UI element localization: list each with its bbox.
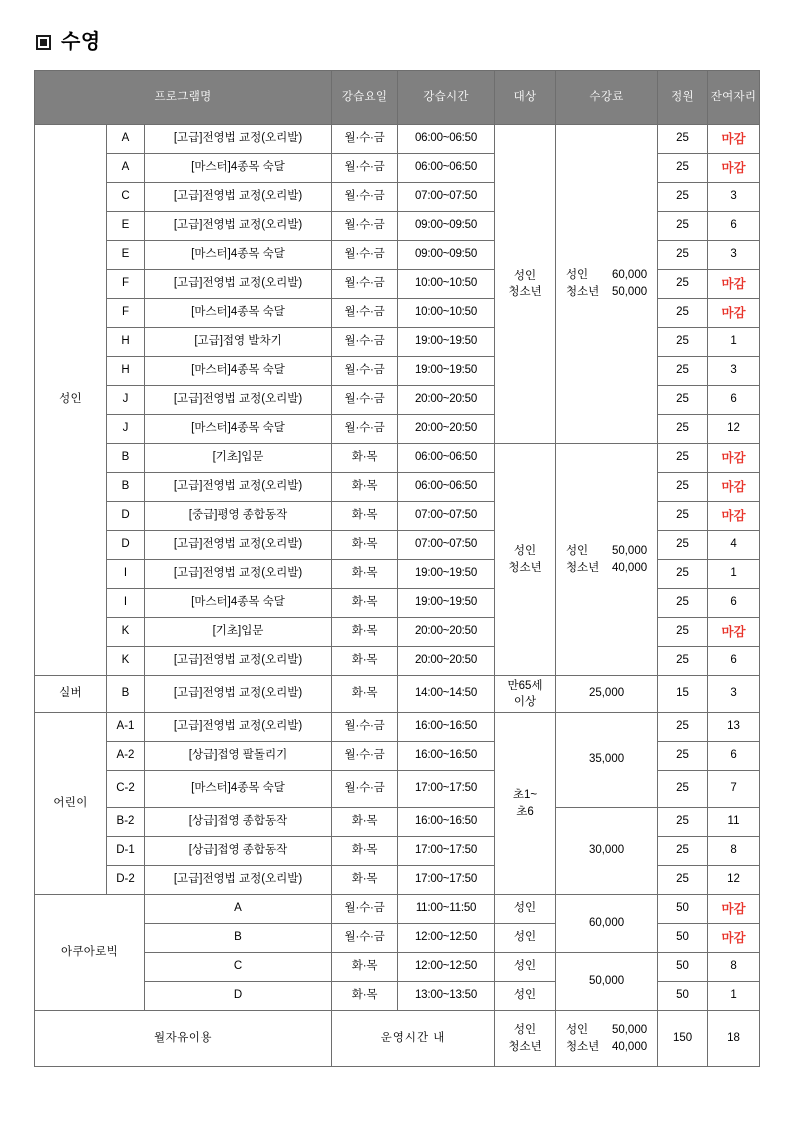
- column-header-fee: 수강료: [556, 71, 658, 125]
- program-name-cell: [고급]전영법 교정(오리발): [145, 560, 332, 589]
- class-day-cell: 화·목: [332, 618, 398, 647]
- text-line: 이상: [513, 696, 537, 708]
- class-day-cell: 화·목: [332, 502, 398, 531]
- class-time-cell: 12:00~12:50: [398, 924, 495, 953]
- column-header-target: 대상: [495, 71, 556, 125]
- class-time-cell: 09:00~09:50: [398, 212, 495, 241]
- program-code-cell: C-2: [107, 771, 145, 808]
- class-day-cell: 화·목: [332, 953, 398, 982]
- program-code-cell: A: [107, 154, 145, 183]
- program-code-cell: J: [107, 386, 145, 415]
- class-time-cell: 20:00~20:50: [398, 618, 495, 647]
- remaining-seats-cell: 6: [708, 589, 760, 618]
- program-code-cell: E: [107, 212, 145, 241]
- text-line: 청소년: [508, 286, 542, 298]
- page-title-text: 수영: [61, 31, 101, 53]
- program-name-cell: [고급]전영법 교정(오리발): [145, 386, 332, 415]
- remaining-seats-cell: 1: [708, 328, 760, 357]
- program-name-cell: [상급]접영 종합동작: [145, 837, 332, 866]
- program-name-cell: [마스터]4종목 숙달: [145, 154, 332, 183]
- remaining-seats-cell: 6: [708, 742, 760, 771]
- program-name-cell: [고급]전영법 교정(오리발): [145, 647, 332, 676]
- class-day-cell: 월·수·금: [332, 241, 398, 270]
- program-code-cell: A-2: [107, 742, 145, 771]
- table-row: [35, 676, 760, 713]
- class-day-cell: 화·목: [332, 560, 398, 589]
- category-cell: 아쿠아로빅: [35, 895, 145, 1011]
- capacity-cell: 25: [658, 473, 708, 502]
- remaining-seats-cell: 13: [708, 713, 760, 742]
- program-code-cell: B-2: [107, 808, 145, 837]
- target-cell: 성인: [495, 953, 556, 982]
- remaining-seats-cell: 마감: [708, 473, 760, 502]
- program-code-cell: A-1: [107, 713, 145, 742]
- column-header-program: 프로그램명: [35, 71, 332, 125]
- program-name-cell: [고급]전영법 교정(오리발): [145, 676, 332, 713]
- capacity-cell: 25: [658, 647, 708, 676]
- target-cell: 성인: [495, 895, 556, 924]
- remaining-seats-cell: 마감: [708, 154, 760, 183]
- class-time-cell: 19:00~19:50: [398, 328, 495, 357]
- capacity-cell: 25: [658, 328, 708, 357]
- text-line: 청소년: [508, 561, 542, 574]
- table-row: [35, 808, 760, 837]
- program-name-cell: A: [145, 895, 332, 924]
- program-name-cell: B: [145, 924, 332, 953]
- capacity-cell: 25: [658, 415, 708, 444]
- fee-line: [566, 543, 647, 560]
- target-cell: 성인: [495, 982, 556, 1011]
- class-time-cell: 14:00~14:50: [398, 676, 495, 713]
- program-code-cell: K: [107, 618, 145, 647]
- class-day-cell: 월·수·금: [332, 154, 398, 183]
- capacity-cell: 50: [658, 895, 708, 924]
- capacity-cell: 25: [658, 618, 708, 647]
- text-line: 청소년: [508, 1040, 542, 1053]
- fee-stack: [566, 267, 647, 300]
- text-line: 성인: [513, 1024, 537, 1037]
- remaining-seats-cell: 3: [708, 357, 760, 386]
- class-time-cell: 19:00~19:50: [398, 589, 495, 618]
- fee-label: 성인: [565, 269, 589, 282]
- table-row: [35, 895, 760, 924]
- class-time-cell: 19:00~19:50: [398, 560, 495, 589]
- capacity-cell: 25: [658, 808, 708, 837]
- class-day-cell: 월·수·금: [332, 386, 398, 415]
- fee-cell: 35,000: [556, 713, 658, 808]
- target-cell: [495, 676, 556, 713]
- program-name-cell: D: [145, 982, 332, 1011]
- remaining-seats-cell: 마감: [708, 125, 760, 154]
- class-day-cell: 월·수·금: [332, 771, 398, 808]
- remaining-seats-cell: 3: [708, 676, 760, 713]
- fee-line: [566, 1022, 647, 1039]
- remaining-seats-cell: 8: [708, 837, 760, 866]
- capacity-cell: 25: [658, 444, 708, 473]
- class-time-cell: 11:00~11:50: [398, 895, 495, 924]
- class-day-cell: 화·목: [332, 444, 398, 473]
- program-name-cell: [마스터]4종목 숙달: [145, 589, 332, 618]
- target-cell: [495, 444, 556, 676]
- class-time-cell: 19:00~19:50: [398, 357, 495, 386]
- fee-label: 청소년: [565, 1040, 600, 1053]
- program-name-cell: [고급]전영법 교정(오리발): [145, 531, 332, 560]
- program-name-cell: [중급]평영 종합동작: [145, 502, 332, 531]
- remaining-seats-cell: 마감: [708, 270, 760, 299]
- swimming-program-table: [34, 70, 760, 1067]
- capacity-cell: 150: [658, 1011, 708, 1067]
- category-cell: 성인: [35, 125, 107, 676]
- table-header: [35, 71, 760, 125]
- program-code-cell: E: [107, 241, 145, 270]
- target-cell: [495, 713, 556, 895]
- program-code-cell: B: [107, 444, 145, 473]
- column-header-time: 강습시간: [398, 71, 495, 125]
- remaining-seats-cell: 1: [708, 560, 760, 589]
- class-day-cell: 월·수·금: [332, 924, 398, 953]
- remaining-seats-cell: 6: [708, 647, 760, 676]
- class-time-cell: 17:00~17:50: [398, 866, 495, 895]
- class-day-cell: 월·수·금: [332, 299, 398, 328]
- fee-cell: 30,000: [556, 808, 658, 895]
- remaining-seats-cell: 3: [708, 241, 760, 270]
- class-time-cell: 17:00~17:50: [398, 771, 495, 808]
- capacity-cell: 50: [658, 924, 708, 953]
- remaining-seats-cell: 마감: [708, 299, 760, 328]
- class-time-cell: 07:00~07:50: [398, 531, 495, 560]
- class-day-cell: 월·수·금: [332, 270, 398, 299]
- capacity-cell: 50: [658, 982, 708, 1011]
- class-day-cell: 화·목: [332, 531, 398, 560]
- text-line: 초1~: [512, 789, 538, 802]
- class-day-cell: 월·수·금: [332, 415, 398, 444]
- remaining-seats-cell: 6: [708, 386, 760, 415]
- class-day-cell: 화·목: [332, 647, 398, 676]
- program-name-cell: [상급]접영 팔돌리기: [145, 742, 332, 771]
- class-time-cell: 06:00~06:50: [398, 444, 495, 473]
- program-name-cell: C: [145, 953, 332, 982]
- program-code-cell: K: [107, 647, 145, 676]
- fee-line: [566, 267, 647, 284]
- remaining-seats-cell: 1: [708, 982, 760, 1011]
- class-day-cell: 월·수·금: [332, 742, 398, 771]
- remaining-seats-cell: 12: [708, 415, 760, 444]
- fee-label: 청소년: [565, 561, 600, 574]
- program-code-cell: D-2: [107, 866, 145, 895]
- fee-line: [566, 284, 647, 301]
- fee-cell: [556, 125, 658, 444]
- fee-line: [566, 560, 647, 577]
- program-name-cell: [고급]전영법 교정(오리발): [145, 270, 332, 299]
- capacity-cell: 25: [658, 589, 708, 618]
- remaining-seats-cell: 18: [708, 1011, 760, 1067]
- class-day-cell: 월·수·금: [332, 713, 398, 742]
- fee-cell: 50,000: [556, 953, 658, 1011]
- remaining-seats-cell: 4: [708, 531, 760, 560]
- program-name-cell: [고급]전영법 교정(오리발): [145, 473, 332, 502]
- fee-line: [566, 1039, 647, 1056]
- class-day-cell: 화·목: [332, 837, 398, 866]
- class-time-cell: 06:00~06:50: [398, 473, 495, 502]
- fee-label: 성인: [565, 1023, 589, 1036]
- fee-cell: 60,000: [556, 895, 658, 953]
- capacity-cell: 25: [658, 560, 708, 589]
- class-day-cell: 화·목: [332, 866, 398, 895]
- capacity-cell: 25: [658, 299, 708, 328]
- program-code-cell: F: [107, 270, 145, 299]
- program-name-cell: [마스터]4종목 숙달: [145, 771, 332, 808]
- class-time-cell: 07:00~07:50: [398, 502, 495, 531]
- fee-stack: [566, 1022, 647, 1055]
- free-pass-label-cell: 월자유이용: [35, 1011, 332, 1067]
- capacity-cell: 25: [658, 183, 708, 212]
- fee-cell: [556, 1011, 658, 1067]
- capacity-cell: 15: [658, 676, 708, 713]
- program-code-cell: A: [107, 125, 145, 154]
- remaining-seats-cell: 마감: [708, 924, 760, 953]
- table-header-row: [35, 71, 760, 125]
- program-name-cell: [고급]전영법 교정(오리발): [145, 212, 332, 241]
- program-name-cell: [상급]접영 종합동작: [145, 808, 332, 837]
- class-time-cell: 13:00~13:50: [398, 982, 495, 1011]
- program-code-cell: F: [107, 299, 145, 328]
- fee-cell: [556, 444, 658, 676]
- program-code-cell: I: [107, 560, 145, 589]
- remaining-seats-cell: 마감: [708, 618, 760, 647]
- class-time-cell: 07:00~07:50: [398, 183, 495, 212]
- program-code-cell: D: [107, 531, 145, 560]
- page-title: [36, 28, 759, 56]
- remaining-seats-cell: 12: [708, 866, 760, 895]
- class-time-cell: 10:00~10:50: [398, 299, 495, 328]
- class-time-cell: 10:00~10:50: [398, 270, 495, 299]
- capacity-cell: 25: [658, 386, 708, 415]
- table-row: [35, 713, 760, 742]
- text-line: 만65세: [507, 679, 543, 692]
- capacity-cell: 25: [658, 837, 708, 866]
- class-day-cell: 월·수·금: [332, 357, 398, 386]
- capacity-cell: 25: [658, 531, 708, 560]
- class-time-cell: 16:00~16:50: [398, 742, 495, 771]
- program-code-cell: H: [107, 357, 145, 386]
- program-name-cell: [고급]전영법 교정(오리발): [145, 125, 332, 154]
- column-header-capacity: 정원: [658, 71, 708, 125]
- remaining-seats-cell: 3: [708, 183, 760, 212]
- fee-amount: 50,000: [611, 286, 648, 298]
- capacity-cell: 25: [658, 125, 708, 154]
- class-day-cell: 월·수·금: [332, 212, 398, 241]
- class-day-cell: 화·목: [332, 589, 398, 618]
- capacity-cell: 25: [658, 866, 708, 895]
- program-name-cell: [기초]입문: [145, 618, 332, 647]
- class-day-cell: 월·수·금: [332, 895, 398, 924]
- class-day-cell: 월·수·금: [332, 183, 398, 212]
- table-body: [35, 125, 760, 1067]
- class-day-cell: 화·목: [332, 808, 398, 837]
- capacity-cell: 25: [658, 357, 708, 386]
- class-time-cell: 06:00~06:50: [398, 125, 495, 154]
- capacity-cell: 25: [658, 713, 708, 742]
- free-pass-row: [35, 1011, 760, 1067]
- fee-amount: 60,000: [611, 269, 648, 282]
- program-name-cell: [마스터]4종목 숙달: [145, 357, 332, 386]
- program-name-cell: [고급]전영법 교정(오리발): [145, 183, 332, 212]
- table-row: [35, 444, 760, 473]
- fee-stack: [566, 543, 647, 576]
- target-cell: [495, 125, 556, 444]
- program-name-cell: [기초]입문: [145, 444, 332, 473]
- remaining-seats-cell: 8: [708, 953, 760, 982]
- program-name-cell: [고급]접영 발차기: [145, 328, 332, 357]
- program-name-cell: [고급]전영법 교정(오리발): [145, 713, 332, 742]
- fee-label: 성인: [565, 544, 589, 557]
- class-time-cell: 20:00~20:50: [398, 415, 495, 444]
- category-cell: 어린이: [35, 713, 107, 895]
- fee-cell: 25,000: [556, 676, 658, 713]
- capacity-cell: 25: [658, 771, 708, 808]
- operating-hours-cell: 운영시간 내: [332, 1011, 495, 1067]
- fee-amount: 50,000: [611, 1023, 648, 1036]
- program-code-cell: H: [107, 328, 145, 357]
- category-cell: 실버: [35, 676, 107, 713]
- remaining-seats-cell: 6: [708, 212, 760, 241]
- program-code-cell: C: [107, 183, 145, 212]
- remaining-seats-cell: 마감: [708, 895, 760, 924]
- text-line: 성인: [513, 269, 537, 282]
- program-code-cell: D: [107, 502, 145, 531]
- class-time-cell: 20:00~20:50: [398, 647, 495, 676]
- remaining-seats-cell: 11: [708, 808, 760, 837]
- column-header-day: 강습요일: [332, 71, 398, 125]
- class-time-cell: 09:00~09:50: [398, 241, 495, 270]
- capacity-cell: 25: [658, 742, 708, 771]
- fee-amount: 50,000: [611, 544, 648, 557]
- filled-square-bullet-icon: [36, 35, 51, 50]
- program-code-cell: B: [107, 676, 145, 713]
- capacity-cell: 25: [658, 241, 708, 270]
- class-time-cell: 16:00~16:50: [398, 713, 495, 742]
- target-cell: 성인: [495, 924, 556, 953]
- program-code-cell: I: [107, 589, 145, 618]
- remaining-seats-cell: 마감: [708, 444, 760, 473]
- target-cell: [495, 1011, 556, 1067]
- program-name-cell: [마스터]4종목 숙달: [145, 241, 332, 270]
- class-day-cell: 화·목: [332, 676, 398, 713]
- class-day-cell: 화·목: [332, 982, 398, 1011]
- class-time-cell: 06:00~06:50: [398, 154, 495, 183]
- program-name-cell: [마스터]4종목 숙달: [145, 299, 332, 328]
- column-header-remaining: 잔여자리: [708, 71, 760, 125]
- class-day-cell: 월·수·금: [332, 125, 398, 154]
- class-time-cell: 12:00~12:50: [398, 953, 495, 982]
- capacity-cell: 25: [658, 270, 708, 299]
- program-name-cell: [마스터]4종목 숙달: [145, 415, 332, 444]
- program-name-cell: [고급]전영법 교정(오리발): [145, 866, 332, 895]
- program-code-cell: B: [107, 473, 145, 502]
- capacity-cell: 25: [658, 154, 708, 183]
- fee-amount: 40,000: [611, 1040, 648, 1053]
- text-line: 성인: [513, 545, 537, 558]
- class-time-cell: 17:00~17:50: [398, 837, 495, 866]
- capacity-cell: 50: [658, 953, 708, 982]
- program-code-cell: J: [107, 415, 145, 444]
- text-line: 초6: [516, 805, 534, 818]
- remaining-seats-cell: 7: [708, 771, 760, 808]
- class-day-cell: 화·목: [332, 473, 398, 502]
- capacity-cell: 25: [658, 502, 708, 531]
- fee-label: 청소년: [565, 286, 600, 298]
- class-time-cell: 16:00~16:50: [398, 808, 495, 837]
- capacity-cell: 25: [658, 212, 708, 241]
- fee-amount: 40,000: [611, 561, 648, 574]
- remaining-seats-cell: 마감: [708, 502, 760, 531]
- table-row: [35, 125, 760, 154]
- class-day-cell: 월·수·금: [332, 328, 398, 357]
- class-time-cell: 20:00~20:50: [398, 386, 495, 415]
- program-code-cell: D-1: [107, 837, 145, 866]
